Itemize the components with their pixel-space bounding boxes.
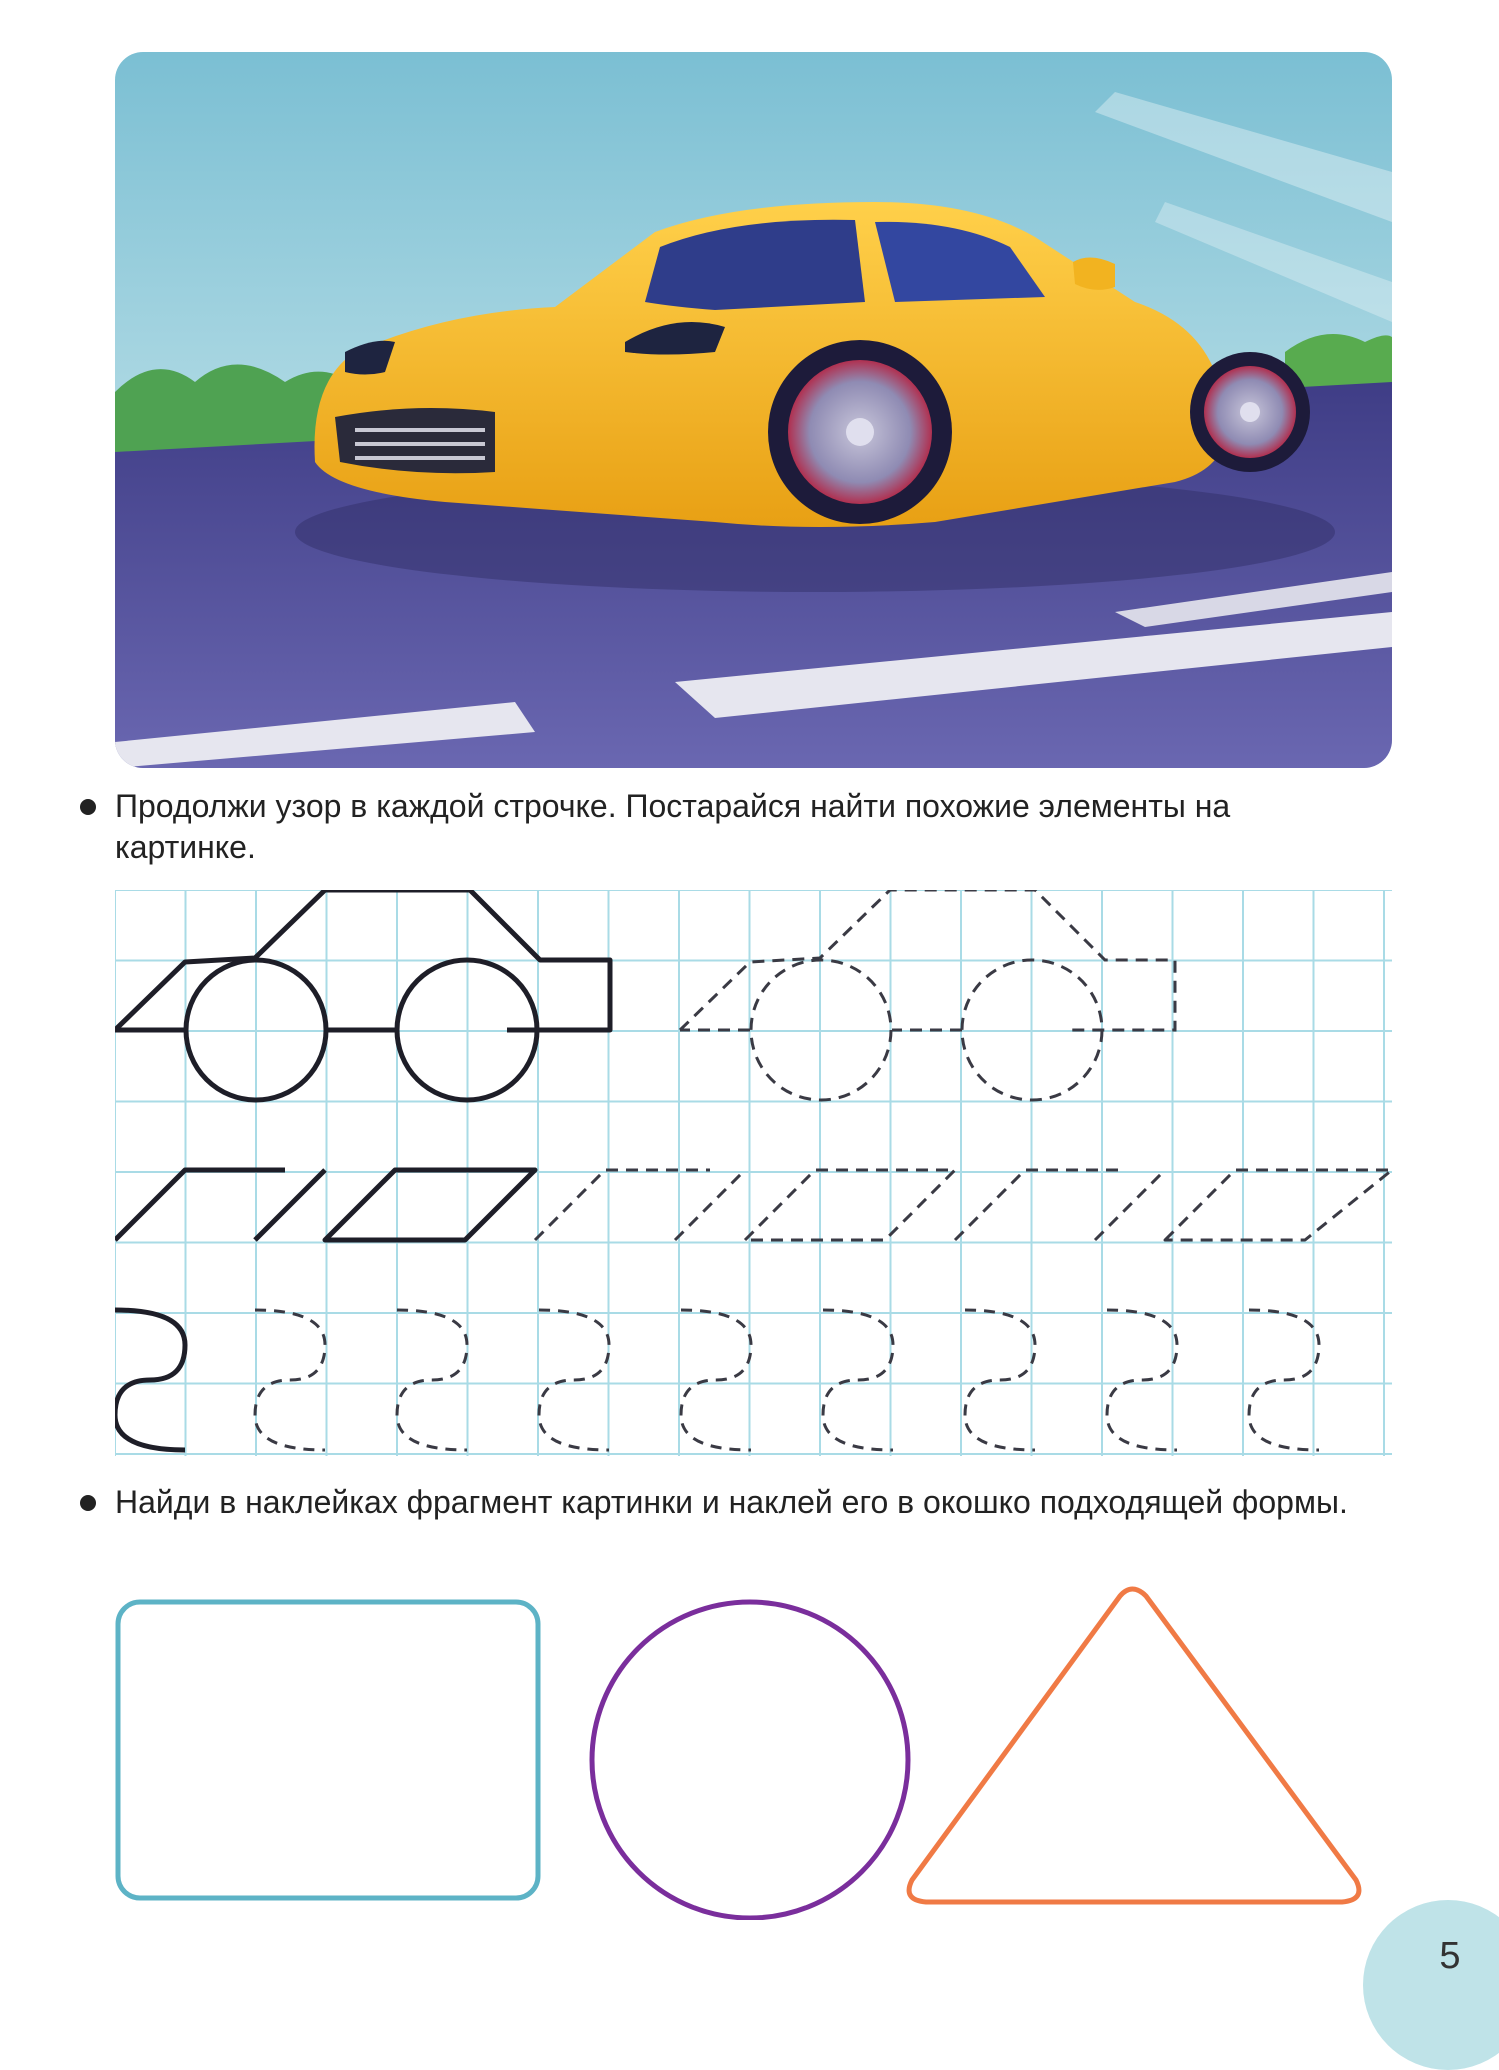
sticker-instruction	[80, 1482, 1360, 1523]
pattern-row-car-trace	[680, 890, 1175, 1100]
pattern-row-wave-sample	[115, 1310, 185, 1450]
grid-svg	[115, 890, 1392, 1456]
pattern-grid[interactable]	[115, 890, 1392, 1456]
pattern-instruction-text: Продолжи узор в каждой строчке. Постарайся найти похожие элементы на картинке.	[115, 788, 1231, 865]
wave-trace-segment	[681, 1310, 751, 1450]
pattern-row-wave-trace	[255, 1310, 1319, 1450]
wave-trace-segment	[1107, 1310, 1177, 1450]
sticker-windows	[110, 1580, 1390, 1920]
circle-sticker-window[interactable]	[592, 1602, 908, 1918]
grid-lines	[115, 890, 1392, 1456]
wave-trace-segment	[255, 1310, 325, 1450]
wave-trace-segment	[965, 1310, 1035, 1450]
triangle-sticker-window[interactable]	[909, 1589, 1359, 1902]
wave-trace-segment	[1249, 1310, 1319, 1450]
page-number-tab	[1363, 1900, 1499, 2070]
page-number: 5	[1439, 1935, 1461, 1977]
rectangle-sticker-window[interactable]	[118, 1602, 538, 1898]
car-icon	[115, 52, 1392, 768]
sticker-shapes-svg	[110, 1580, 1390, 1920]
bullet-icon	[80, 799, 96, 815]
wave-trace-segment	[823, 1310, 893, 1450]
pattern-row-slant-trace	[535, 1170, 1392, 1240]
bullet-icon	[80, 1495, 96, 1511]
wave-trace-segment	[397, 1310, 467, 1450]
pattern-row-car-sample	[115, 890, 610, 1100]
pattern-instruction	[80, 786, 1360, 868]
sticker-instruction-text: Найди в наклейках фрагмент картинки и наклей его в окошко подходящей формы.	[115, 1484, 1348, 1520]
pattern-row-slant-sample	[115, 1170, 535, 1240]
car-illustration	[115, 52, 1392, 768]
wave-trace-segment	[539, 1310, 609, 1450]
